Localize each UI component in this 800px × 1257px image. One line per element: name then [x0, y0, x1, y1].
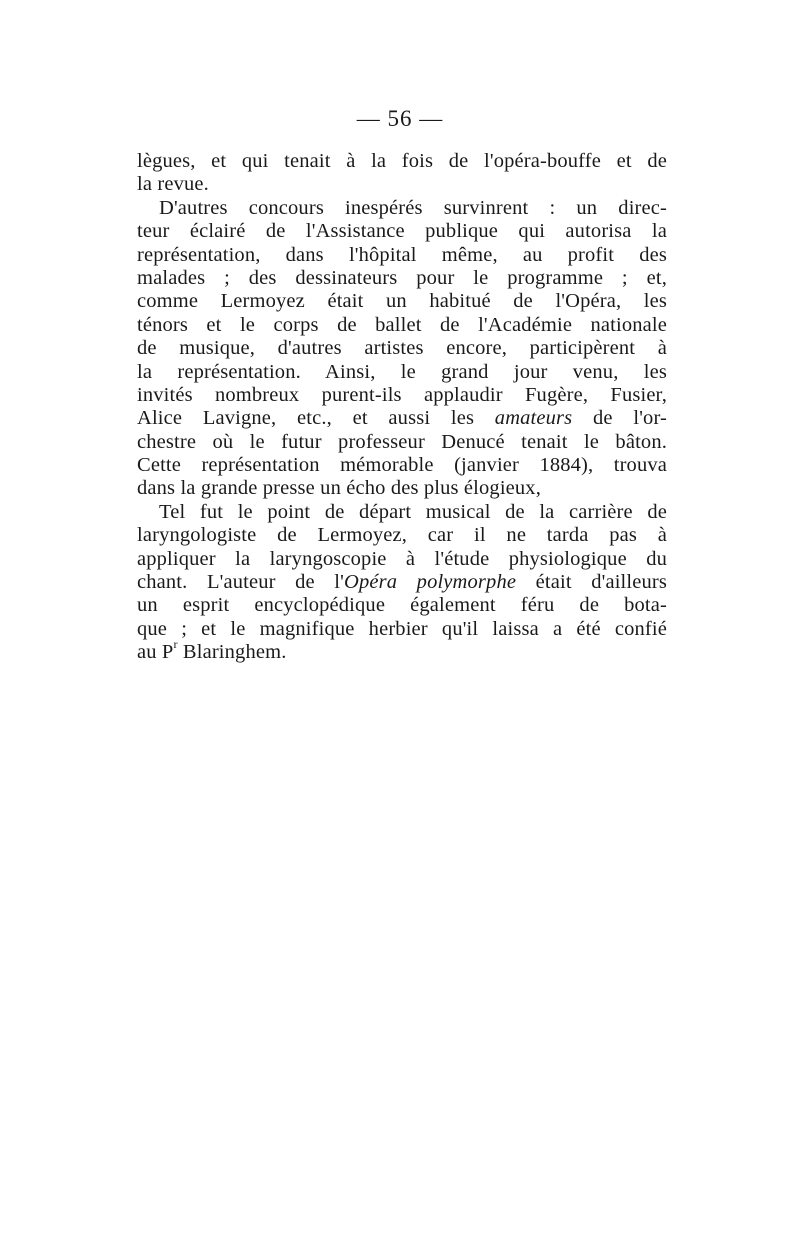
text-line: que ; et le magnifique herbier qu'il laissa a été confié [137, 617, 667, 640]
text-run: de l'or- [572, 407, 667, 430]
text-line: chestre où le futur professeur Denucé tenait le bâton. [137, 430, 667, 453]
text-line [137, 407, 667, 430]
text-line: malades ; des dessinateurs pour le programme ; et, [137, 266, 667, 289]
text-line: Cette représentation mémorable (janvier 1884), trouva [137, 454, 667, 477]
text-line [137, 571, 667, 594]
text-line: comme Lermoyez était un habitué de l'Opéra, les [137, 290, 667, 313]
italic-term: amateurs [494, 407, 573, 430]
text-line [137, 637, 667, 664]
text-line: représentation, dans l'hôpital même, au profit des [137, 243, 667, 266]
text-run: Blaringhem. [177, 641, 287, 664]
text-run: était d'ailleurs [516, 571, 667, 594]
text-line: Tel fut le point de départ musical de la carrière de [159, 500, 667, 523]
text-line: D'autres concours inespérés survinrent : un direc- [159, 196, 667, 219]
superscript: r [173, 637, 178, 652]
text-line: de musique, d'autres artistes encore, participèrent à [137, 337, 667, 360]
text-run: Alice Lavigne, etc., et aussi les [137, 407, 495, 430]
italic-title: Opéra polymorphe [344, 571, 517, 594]
text-line: la représentation. Ainsi, le grand jour venu, les [137, 360, 667, 383]
text-line: un esprit encyclopédique également féru de bota- [137, 594, 667, 617]
text-line: lègues, et qui tenait à la fois de l'opéra-bouffe et de [137, 150, 667, 172]
text-line: appliquer la laryngoscopie à l'étude physiologique du [137, 547, 667, 570]
text-line: laryngologiste de Lermoyez, car il ne tarda pas à [137, 524, 667, 547]
text-line: ténors et le corps de ballet de l'Académie nationale [137, 313, 667, 336]
text-run: au P [137, 641, 174, 664]
text-run: chant. L'auteur de l' [137, 571, 344, 594]
text-line: teur éclairé de l'Assistance publique qui autorisa la [137, 220, 667, 243]
body-text [137, 150, 667, 665]
text-line: dans la grande presse un écho des plus élogieux, [137, 477, 541, 500]
page-number: — 56 — [356, 106, 444, 131]
text-line: invités nombreux purent-ils applaudir Fugère, Fusier, [137, 383, 667, 406]
text-line: la revue. [137, 173, 209, 196]
